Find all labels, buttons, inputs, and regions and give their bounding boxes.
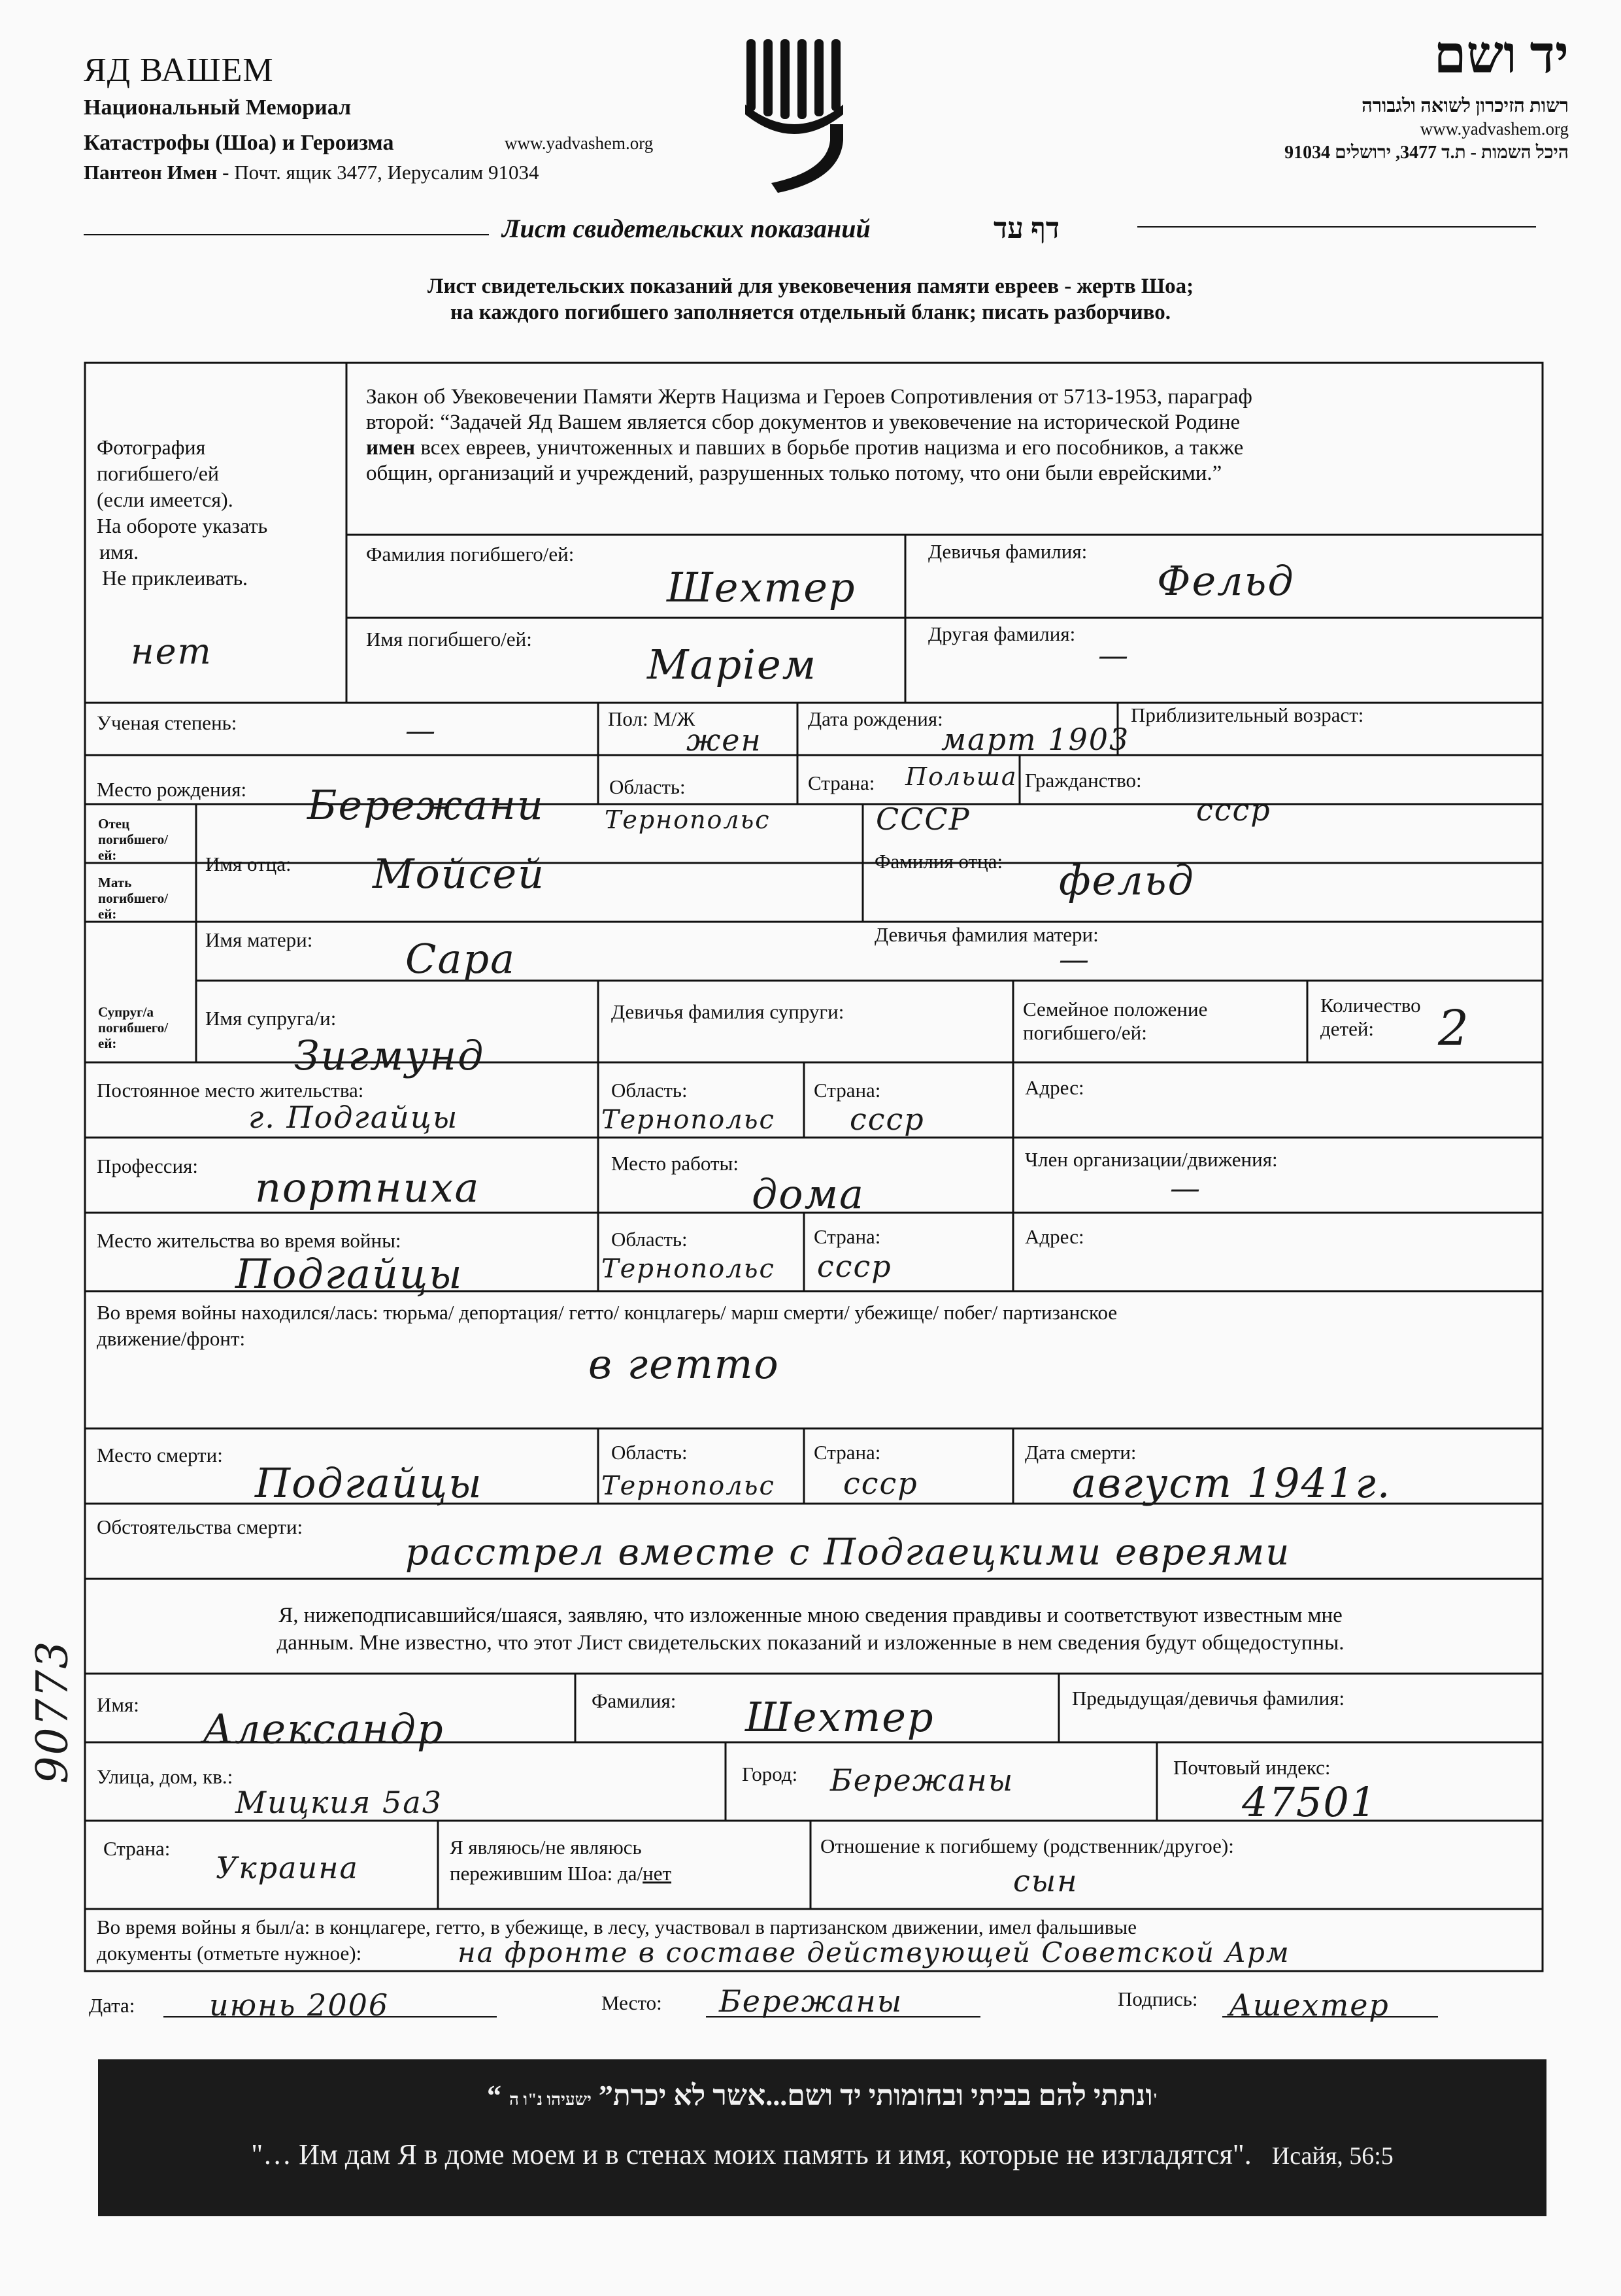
children-label-1: Количество <box>1320 994 1421 1017</box>
witness-surname-label: Фамилия: <box>592 1689 677 1712</box>
father-side-1: Отец <box>98 816 130 832</box>
photo-line4: На обороте указать <box>97 514 268 537</box>
address-he: היכל השמות - ת.ד 3477, ירושלים 91034 <box>1284 143 1569 163</box>
witness-country-label: Страна: <box>103 1837 171 1860</box>
witness-name-value[interactable]: Александр <box>203 1705 444 1753</box>
survivor-label-2-line <box>450 1861 671 1887</box>
law-line3 <box>366 435 1252 461</box>
spouse-name-label: Имя супруга/и: <box>205 1007 337 1030</box>
signature-value[interactable]: Ашехтер <box>1229 1987 1390 2023</box>
postcode-label: Почтовый индекс: <box>1173 1756 1331 1779</box>
survivor-yes-option[interactable]: да <box>617 1862 637 1885</box>
survivor-label-2: пережившим Шоа: <box>450 1862 613 1885</box>
profession-value[interactable]: портниха <box>255 1164 480 1211</box>
org-line2-ru: Катастрофы (Шоа) и Героизма <box>84 131 394 155</box>
permanent-label: Постоянное место жительства: <box>97 1079 364 1102</box>
permanent-address-label: Адрес: <box>1025 1076 1084 1099</box>
footer-hebrew-ref: ישעיהו נ"ו ה' <box>509 2090 1158 2109</box>
degree-label: Ученая степень: <box>97 711 237 734</box>
death-place-value[interactable]: Подгайцы <box>255 1459 483 1507</box>
maiden-value[interactable]: Фельд <box>1157 557 1295 605</box>
witness-country-value[interactable]: Украина <box>216 1850 359 1885</box>
war-country-value[interactable]: ссср <box>817 1249 892 1284</box>
photo-box-label <box>97 434 267 591</box>
postcode-value[interactable]: 47501 <box>1242 1778 1378 1826</box>
citizenship-value[interactable]: ссср <box>1196 792 1271 828</box>
marital-label <box>1023 998 1207 1045</box>
permanent-region-label: Область: <box>611 1079 688 1102</box>
survivor-separator: / <box>637 1862 643 1885</box>
spouse-side-1: Супруг/а <box>98 1004 154 1020</box>
org-line1-ru: Национальный Мемориал <box>84 95 352 120</box>
death-region-value[interactable]: Тернопольс <box>601 1471 775 1501</box>
date-value[interactable]: июнь 2006 <box>209 1987 390 2023</box>
father-name-value[interactable]: Мойсей <box>373 850 546 898</box>
spouse-name-value[interactable]: Зигмунд <box>294 1032 485 1079</box>
surname-value[interactable]: Шехтер <box>667 564 856 611</box>
photo-line3: (если имеется). <box>97 488 233 511</box>
war-residence-value[interactable]: Подгайцы <box>235 1250 463 1298</box>
law-line4: общин, организаций и учреждений, разрушенных только потому, что они были еврейскими.” <box>366 462 1222 485</box>
photo-line2: погибшего/ей <box>97 462 220 485</box>
father-side-2: погибшего/ <box>98 832 169 847</box>
survivor-label-1: Я являюсь/не являюсь <box>450 1836 642 1859</box>
declaration-line2: данным. Мне известно, что этот Лист свидетельских показаний и изложенные в нем сведения будут общедоступны. <box>276 1631 1345 1655</box>
workplace-label: Место работы: <box>611 1152 739 1175</box>
birth-country-label: Страна: <box>808 771 875 794</box>
website-right: www.yadvashem.org <box>1420 119 1569 139</box>
spouse-side-3: ей: <box>98 1036 117 1051</box>
mother-name-label: Имя матери: <box>205 928 313 951</box>
war-region-label: Область: <box>611 1228 688 1251</box>
photo-line1: Фотография <box>97 435 206 459</box>
permanent-region-value[interactable]: Тернопольс <box>601 1105 775 1135</box>
first-name-label: Имя погибшего/ей: <box>366 628 532 650</box>
birth-date-value[interactable]: март 1903 <box>941 722 1130 757</box>
father-surname-value[interactable]: фельд <box>1059 856 1195 904</box>
father-side-label <box>98 816 168 863</box>
circumstances-label: Обстоятельства смерти: <box>97 1515 303 1538</box>
war-residence-label: Место жительства во время войны: <box>97 1229 401 1252</box>
spouse-maiden-label: Девичья фамилия супруги: <box>611 1000 844 1023</box>
father-side-3: ей: <box>98 847 117 863</box>
mother-side-1: Мать <box>98 875 132 890</box>
photo-line5: имя. <box>99 540 139 564</box>
declaration <box>0 1602 1621 1657</box>
pantheon-address: Почт. ящик 3477, Иерусалим 91034 <box>234 161 539 184</box>
war-region-value[interactable]: Тернопольс <box>601 1254 775 1284</box>
surname-label: Фамилия погибшего/ей: <box>366 543 575 566</box>
place-label: Место: <box>601 1991 662 2014</box>
birth-country-value-1[interactable]: Польша <box>905 762 1018 791</box>
relation-value[interactable]: сын <box>1013 1863 1078 1899</box>
war-country-label: Страна: <box>814 1225 881 1248</box>
place-value[interactable]: Бережаны <box>719 1984 903 2019</box>
permanent-country-label: Страна: <box>814 1079 881 1102</box>
street-value[interactable]: Мицкия 5а3 <box>235 1785 443 1820</box>
witness-war-label-1: Во время войны я был/а: в концлагере, гетто, в убежище, в лесу, участвовал в партизанском движении, имел фальшивые <box>97 1916 1137 1938</box>
birth-region-label: Область: <box>609 775 686 798</box>
mother-side-2: погибшего/ <box>98 890 169 906</box>
maiden-label: Девичья фамилия: <box>928 540 1088 563</box>
workplace-value[interactable]: дома <box>752 1170 865 1218</box>
org-name-ru: ЯД ВАШЕМ <box>84 52 274 89</box>
law-line1: Закон об Увековечении Памяти Жертв Нацизма и Героев Сопротивления от 5713-1953, параграф <box>366 385 1252 409</box>
children-value[interactable]: 2 <box>1438 1000 1471 1056</box>
form-title-he: דף עד <box>994 212 1060 245</box>
death-country-label: Страна: <box>814 1441 881 1464</box>
death-place-label: Место смерти: <box>97 1443 223 1466</box>
children-label-2: детей: <box>1320 1017 1375 1040</box>
witness-war-label-2: документы (отметьте нужное): <box>97 1942 362 1965</box>
sex-value[interactable]: жен <box>686 722 762 758</box>
org-line1-he: רשות הזיכרון לשואה ולגבורה <box>1362 95 1569 116</box>
pantheon-label: Пантеон Имен - <box>84 161 229 184</box>
city-label: Город: <box>742 1763 798 1785</box>
permanent-value[interactable]: г. Подгайцы <box>248 1100 459 1135</box>
org-name-he: יד ושם <box>1433 27 1569 84</box>
spouse-side-2: погибшего/ <box>98 1020 169 1036</box>
date-label: Дата: <box>89 1994 135 2017</box>
witness-name-label: Имя: <box>97 1693 139 1716</box>
approx-age-label: Приблизительный возраст: <box>1131 703 1364 726</box>
margin-number: 90773 <box>27 1640 78 1784</box>
first-name-value[interactable]: Маріем <box>647 641 818 688</box>
signature-label: Подпись: <box>1118 1987 1198 2010</box>
father-name-label: Имя отца: <box>205 853 292 875</box>
photo-line6: Не приклеивать. <box>102 566 248 590</box>
death-country-value[interactable]: ссср <box>843 1466 918 1501</box>
mother-name-value[interactable]: Сара <box>405 935 516 983</box>
degree-value[interactable]: — <box>405 713 437 748</box>
permanent-country-value[interactable]: ссср <box>850 1102 925 1137</box>
sex-label: Пол: М/Ж <box>608 707 695 730</box>
intro-line2: на каждого погибшего заполняется отдельный бланк; писать разборчиво. <box>450 301 1171 324</box>
relation-label: Отношение к погибшему (родственник/другое): <box>820 1834 1234 1857</box>
profession-label: Профессия: <box>97 1155 198 1177</box>
website-left: www.yadvashem.org <box>505 133 654 153</box>
marital-label-2: погибшего/ей: <box>1023 1021 1147 1044</box>
witness-surname-value[interactable]: Шехтер <box>745 1693 935 1741</box>
city-value[interactable]: Бережаны <box>830 1763 1014 1798</box>
footer-hebrew-line <box>98 2079 1546 2112</box>
law-line3-bold: имен <box>366 436 416 460</box>
declaration-line1: Я, нижеподписавшийся/шаяся, заявляю, что изложенные мною сведения правдивы и соответствуют известным мне <box>278 1604 1343 1627</box>
birth-country-value-2[interactable]: СССР <box>876 802 971 837</box>
footer-russian-line <box>98 2138 1546 2171</box>
death-region-label: Область: <box>611 1441 688 1464</box>
mother-side-label <box>98 875 168 922</box>
other-surname-label: Другая фамилия: <box>928 622 1076 645</box>
witness-war-value[interactable]: на фронте в составе действующей Советской Арм <box>458 1936 1290 1968</box>
survivor-question <box>450 1834 671 1887</box>
intro-line1: Лист свидетельских показаний для увековечения памяти евреев - жертв Шоа; <box>427 275 1194 298</box>
law-text <box>366 384 1252 486</box>
member-label: Член организации/движения: <box>1025 1148 1278 1171</box>
member-value[interactable]: — <box>1170 1170 1201 1206</box>
footer-bar <box>98 2059 1546 2216</box>
birth-date-label: Дата рождения: <box>808 707 943 730</box>
footer-hebrew-quote: “ונתתי להם בביתי ובחומותי יד ושם...אשר לא יכרת” <box>487 2080 1153 2112</box>
birth-region-value[interactable]: Тернопольс <box>605 805 771 834</box>
during-war-label-1: Во время войны находился/лась: тюрьма/ депортация/ гетто/ концлагерь/ марш смерти/ убежище/ побег/ партизанское <box>97 1301 1118 1324</box>
mother-maiden-label: Девичья фамилия матери: <box>875 923 1099 946</box>
form-title-ru: Лист свидетельских показаний <box>502 214 871 243</box>
mother-maiden-value[interactable]: — <box>1059 941 1090 977</box>
during-war-value[interactable]: в гетто <box>588 1340 780 1388</box>
footer-ru-quote: "… Им дам Я в доме моем и в стенах моих память и имя, которые не изгладятся". <box>251 2138 1252 2170</box>
circumstances-value[interactable]: расстрел вместе с Подгаецкими евреями <box>405 1531 1291 1574</box>
witness-prev-surname-label: Предыдущая/девичья фамилия: <box>1072 1687 1345 1710</box>
law-line2: второй: “Задачей Яд Вашем является сбор документов и увековечение на исторической Родине <box>366 411 1241 434</box>
marital-label-1: Семейное положение <box>1023 998 1208 1021</box>
law-line3-rest: всех евреев, уничтоженных и павших в борьбе против нацизма и его пособников, а также <box>420 436 1244 460</box>
war-address-label: Адрес: <box>1025 1225 1084 1248</box>
street-label: Улица, дом, кв.: <box>97 1765 233 1788</box>
citizenship-label: Гражданство: <box>1025 769 1142 792</box>
spouse-side-label <box>98 1004 168 1051</box>
birth-place-label: Место рождения: <box>97 778 247 801</box>
death-date-value[interactable]: август 1941г. <box>1072 1459 1392 1507</box>
children-label <box>1320 994 1421 1041</box>
footer-ru-ref: Исайя, 56:5 <box>1271 2142 1394 2170</box>
other-surname-value[interactable]: — <box>1098 637 1129 673</box>
death-date-label: Дата смерти: <box>1025 1441 1137 1464</box>
mother-side-3: ей: <box>98 906 117 922</box>
father-surname-label: Фамилия отца: <box>875 850 1003 873</box>
survivor-no-option[interactable]: нет <box>643 1862 672 1885</box>
photo-value: нет <box>131 631 212 672</box>
birth-place-value[interactable]: Бережани <box>307 781 544 829</box>
during-war-label-2: движение/фронт: <box>97 1327 246 1350</box>
